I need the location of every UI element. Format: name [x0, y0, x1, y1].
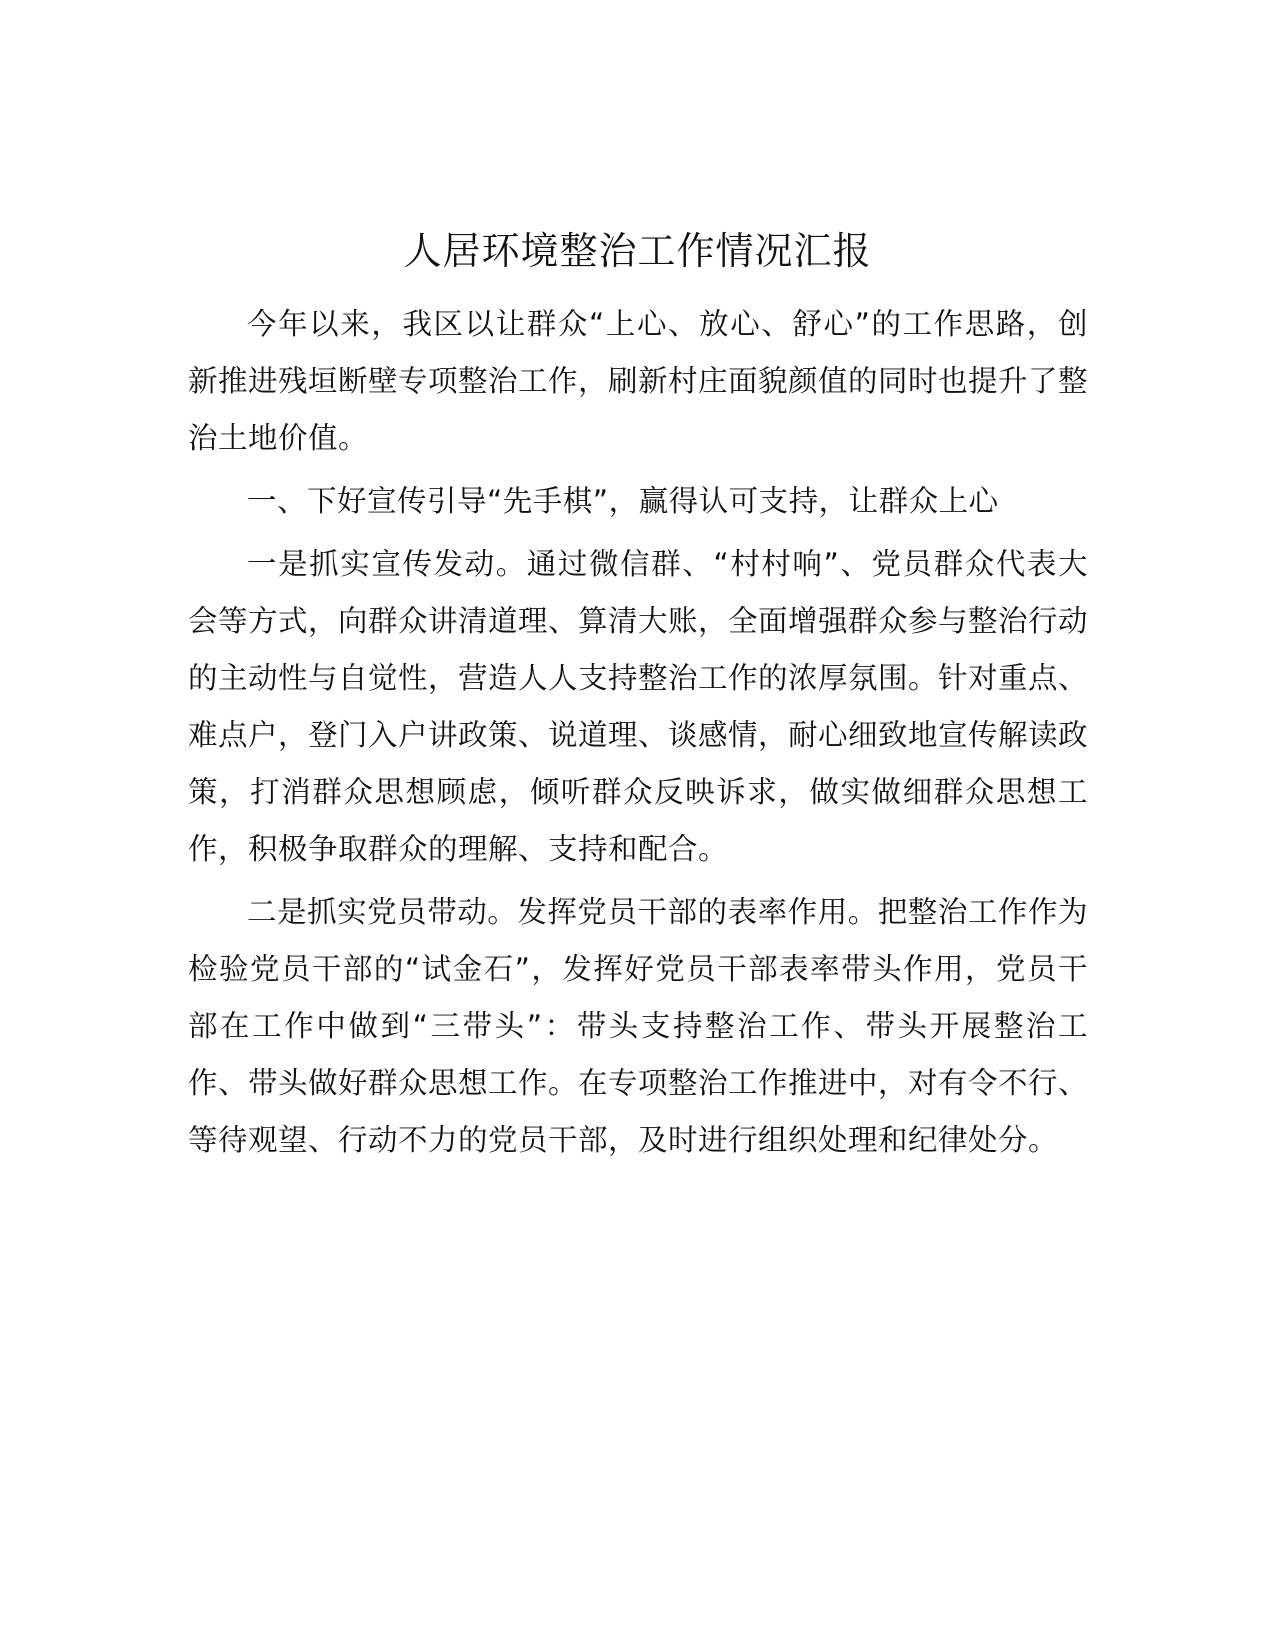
document-title: 人居环境整治工作情况汇报 — [403, 229, 872, 273]
paragraph-party-members: 二是抓实党员带动。发挥党员干部的表率作用。把整治工作作为检验党员干部的“试金石”，发挥好党员干部表率带头作用，党员干部在工作中做到“三带头”：带头支持整治工作、带头开展整治工作、带头做好群众思想工作。在专项整治工作推进中，对有令不行、等待观望、行动不力的党员干部，及时进行组织处理和纪律处分。 — [188, 895, 1089, 1157]
paragraph-publicity: 一是抓实宣传发动。通过微信群、“村村响”、党员群众代表大会等方式，向群众讲清道理、算清大账，全面增强群众参与整治行动的主动性与自觉性，营造人人支持整治工作的浓厚氛围。针对重点、难点户，登门入户讲政策、说道理、谈感情，耐心细致地宣传解读政策，打消群众思想顾虑，倾听群众反映诉求，做实做细群众思想工作，积极争取群众的理解、支持和配合。 — [188, 547, 1089, 866]
intro-paragraph: 今年以来，我区以让群众“上心、放心、舒心”的工作思路，创新推进残垣断壁专项整治工作，刷新村庄面貌颜值的同时也提升了整治土地价值。 — [188, 307, 1089, 455]
document-body — [188, 296, 1088, 1175]
section-heading-1: 一、下好宣传引导“先手棋”，赢得认可支持，让群众上心 — [247, 484, 999, 518]
